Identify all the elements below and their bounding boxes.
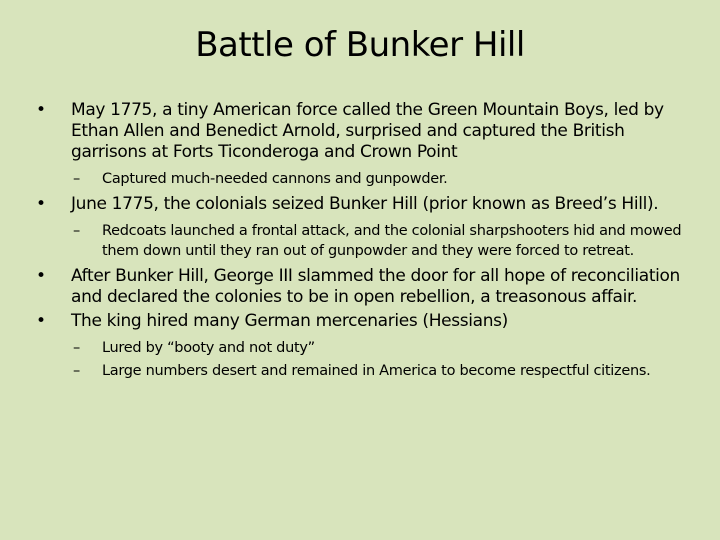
sub-bullet-marker: – <box>73 171 80 187</box>
bullet-item <box>36 194 686 215</box>
sub-bullet-text: Lured by “booty and not duty” <box>102 340 315 356</box>
slide-body <box>36 100 686 381</box>
bullet-item <box>36 311 686 332</box>
bullet-text: After Bunker Hill, George III slammed the door for all hope of reconciliation and declared the colonies to be in open rebellion, a treasonous affair. <box>71 266 680 307</box>
sub-bullet-text: Large numbers desert and remained in America to become respectful citizens. <box>102 363 651 379</box>
sub-bullet-item <box>36 169 686 189</box>
bullet-text: May 1775, a tiny American force called the Green Mountain Boys, led by Ethan Allen and Benedict Arnold, surprised and captured the British garrisons at Forts Ticonderoga and Crown Point <box>71 100 664 162</box>
slide-title: Battle of Bunker Hill <box>195 25 525 65</box>
sub-bullet-item <box>36 338 686 358</box>
bullet-text: June 1775, the colonials seized Bunker Hill (prior known as Breed’s Hill). <box>71 194 659 214</box>
sub-bullet-marker: – <box>73 363 80 379</box>
sub-bullet-item <box>36 221 686 261</box>
bullet-item <box>36 266 686 308</box>
bullet-text: The king hired many German mercenaries (Hessians) <box>71 311 508 331</box>
sub-bullet-marker: – <box>73 223 80 239</box>
sub-bullet-item <box>36 361 686 381</box>
bullet-marker: • <box>36 266 46 286</box>
bullet-marker: • <box>36 100 46 120</box>
bullet-item <box>36 100 686 163</box>
bullet-marker: • <box>36 311 46 331</box>
sub-bullet-marker: – <box>73 340 80 356</box>
sub-bullet-text: Captured much-needed cannons and gunpowder. <box>102 171 448 187</box>
sub-bullet-text: Redcoats launched a frontal attack, and the colonial sharpshooters hid and mowed them down until they ran out of gunpowder and they were forced to retreat. <box>102 223 682 259</box>
bullet-marker: • <box>36 194 46 214</box>
